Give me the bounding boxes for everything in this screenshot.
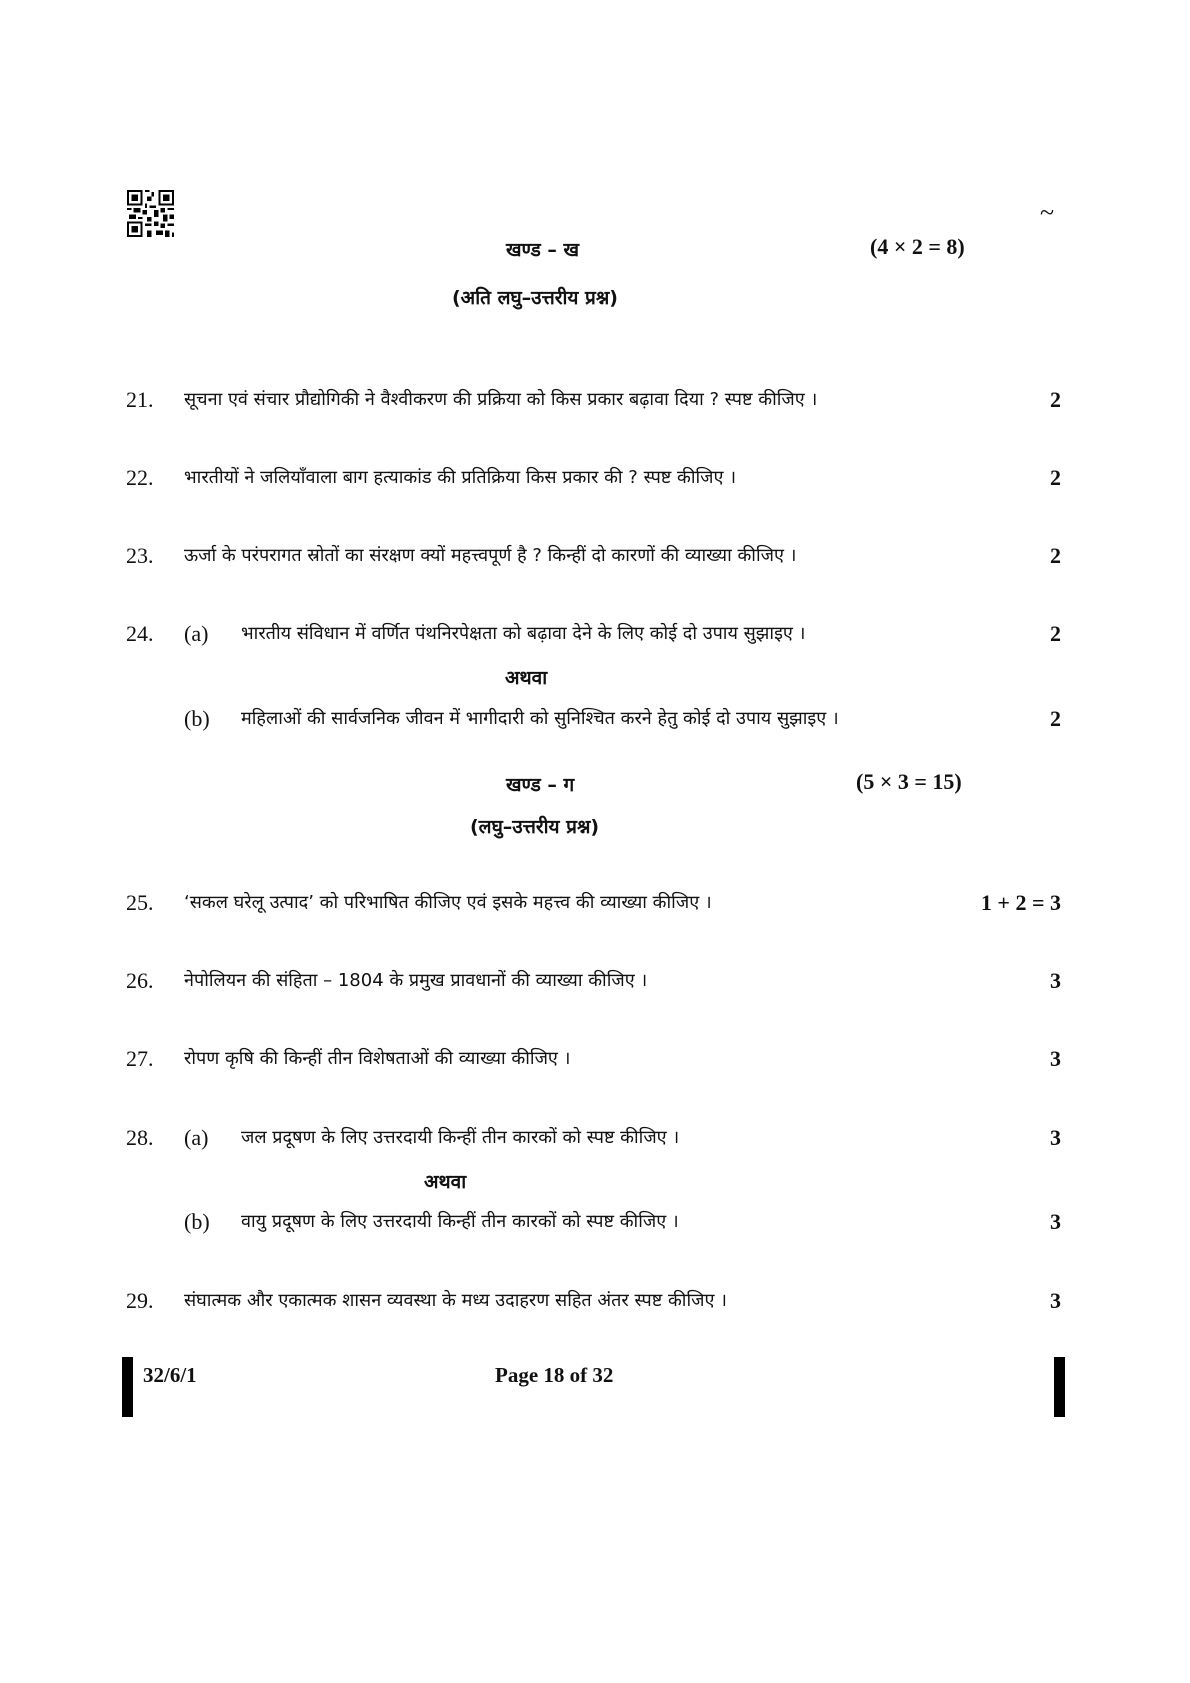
page-number: Page 18 of 32 [495, 1363, 614, 1387]
question-marks: 2 [1050, 465, 1061, 490]
question-text: भारतीयों ने जलियाँवाला बाग हत्याकांड की प्रतिक्रिया किस प्रकार की ? स्पष्ट कीजिए । [184, 467, 737, 488]
question-number: 22. [126, 465, 154, 490]
question-text: महिलाओं की सार्वजनिक जीवन में भागीदारी को सुनिश्चित करने हेतु कोई दो उपाय सुझाइए । [241, 708, 839, 729]
footer-right-bar [1054, 1357, 1065, 1417]
question-text: वायु प्रदूषण के लिए उत्तरदायी किन्हीं तीन कारकों को स्पष्ट कीजिए । [241, 1211, 679, 1232]
question-28a [126, 1125, 1061, 1155]
question-text: सूचना एवं संचार प्रौद्योगिकी ने वैश्वीकरण की प्रक्रिया को किस प्रकार बढ़ावा दिया ? स्पष्ट कीजिए । [184, 389, 818, 410]
question-marks: 2 [1050, 621, 1061, 646]
question-marks: 3 [1050, 1125, 1061, 1150]
question-29 [126, 1288, 1061, 1318]
question-marks: 3 [1050, 1209, 1061, 1234]
section-c-subtitle: (लघु–उत्तरीय प्रश्न) [470, 816, 600, 838]
tilde-mark: ~ [1040, 198, 1055, 227]
question-sub-label: (a) [184, 621, 209, 646]
question-27 [126, 1046, 1061, 1076]
section-c-title: खण्ड – ग [506, 774, 575, 796]
question-24b [126, 706, 1061, 736]
section-b-subtitle: (अति लघु–उत्तरीय प्रश्न) [452, 287, 618, 309]
question-number: 29. [126, 1288, 154, 1313]
question-24a [126, 621, 1061, 651]
question-26 [126, 968, 1061, 998]
question-text: ऊर्जा के परंपरागत स्रोतों का संरक्षण क्यों महत्त्वपूर्ण है ? किन्हीं दो कारणों की व्याख्या कीजिए । [184, 545, 797, 566]
question-text: ‘सकल घरेलू उत्पाद’ को परिभाषित कीजिए एवं इसके महत्त्व की व्याख्या कीजिए । [184, 892, 712, 913]
question-28b [126, 1209, 1061, 1239]
question-number: 25. [126, 890, 154, 915]
question-text: भारतीय संविधान में वर्णित पंथनिरपेक्षता को बढ़ावा देने के लिए कोई दो उपाय सुझाइए । [241, 623, 806, 644]
question-text: संघात्मक और एकात्मक शासन व्यवस्था के मध्य उदाहरण सहित अंतर स्पष्ट कीजिए । [184, 1290, 727, 1311]
question-text: जल प्रदूषण के लिए उत्तरदायी किन्हीं तीन कारकों को स्पष्ट कीजिए । [241, 1127, 680, 1148]
question-number: 24. [126, 621, 154, 646]
question-marks: 2 [1050, 543, 1061, 568]
question-marks: 3 [1050, 1046, 1061, 1071]
question-21 [126, 387, 1061, 417]
question-number: 26. [126, 968, 154, 993]
or-label: अथवा [505, 667, 548, 689]
footer-left-bar [122, 1357, 133, 1417]
question-number: 23. [126, 543, 154, 568]
paper-code: 32/6/1 [143, 1363, 197, 1387]
question-number: 27. [126, 1046, 154, 1071]
question-marks: 3 [1050, 1288, 1061, 1313]
section-c-marks: (5 × 3 = 15) [856, 769, 962, 794]
question-text: नेपोलियन की संहिता – 1804 के प्रमुख प्रावधानों की व्याख्या कीजिए । [184, 970, 648, 991]
question-marks: 1 + 2 = 3 [980, 890, 1061, 915]
question-22 [126, 465, 1061, 495]
question-marks: 3 [1050, 968, 1061, 993]
question-25 [126, 890, 1061, 920]
question-23 [126, 543, 1061, 573]
question-number: 28. [126, 1125, 154, 1150]
question-marks: 2 [1050, 706, 1061, 731]
question-marks: 2 [1050, 387, 1061, 412]
question-sub-label: (b) [184, 1209, 210, 1234]
question-sub-label: (b) [184, 706, 210, 731]
qr-code-icon [127, 190, 174, 237]
or-label: अथवा [424, 1171, 467, 1193]
question-text: रोपण कृषि की किन्हीं तीन विशेषताओं की व्याख्या कीजिए । [184, 1048, 571, 1069]
question-sub-label: (a) [184, 1125, 209, 1150]
question-number: 21. [126, 387, 154, 412]
section-b-marks: (4 × 2 = 8) [870, 234, 965, 259]
section-b-title: खण्ड – ख [506, 239, 580, 261]
